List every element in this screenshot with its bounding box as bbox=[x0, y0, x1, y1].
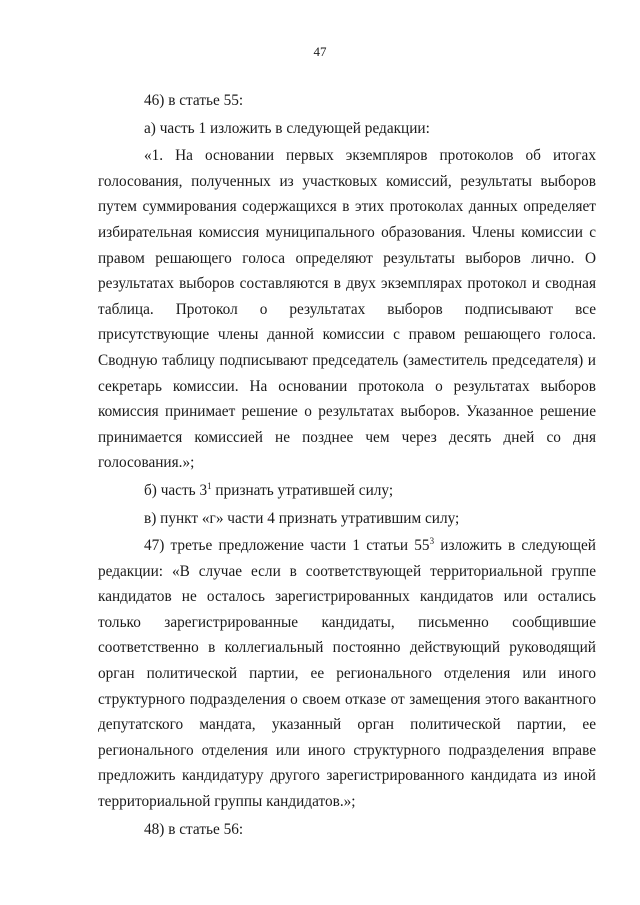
paragraph-item-47-text-end: изложить в следующей редакции: «В случае если в соответствующей территориальной группе кандидатов не осталось зарегистрированных кандидатов или остались только зарегистрированные кандидаты, письменно сообщившие соответственно в коллегиальный постоянно действующий руководящий орган политической партии, ее регионального отделения или иного структурного подразделения о своем отказе от замещения этого вакантного депутатского мандата, указанный орган политической партии, ее регионального отделения или иного структурного подразделения вправе предложить кандидатуру другого зарегистрированного кандидата из иной территориальной группы кандидатов.»; bbox=[98, 537, 596, 811]
paragraph-item-47 bbox=[98, 533, 596, 815]
document-body bbox=[98, 88, 596, 842]
superscript: 3 bbox=[429, 536, 435, 547]
page-number: 47 bbox=[313, 44, 327, 59]
paragraph-subitem-b-text: б) часть 3 bbox=[144, 481, 208, 499]
paragraph-subitem-a: а) часть 1 изложить в следующей редакции: bbox=[144, 119, 430, 137]
paragraph-subitem-b-text-end: признать утратившей силу; bbox=[211, 481, 394, 499]
paragraph-item-48: 48) в статье 56: bbox=[144, 820, 244, 838]
superscript: 1 bbox=[207, 480, 212, 491]
paragraph-item-47-text: 47) третье предложение части 1 статьи 55 bbox=[144, 537, 430, 555]
paragraph-subitem-b bbox=[98, 478, 596, 504]
paragraph-subitem-v: в) пункт «г» части 4 признать утратившим силу; bbox=[144, 509, 460, 527]
paragraph-quoted-part-1: «1. На основании первых экземпляров протоколов об итогах голосования, полученных из участковых комиссий, результаты выборов путем суммирования содержащихся в этих протоколах данных определяет избирательная комиссия муниципального образования. Члены комиссии с правом решающего голоса определяют результаты выборов лично. О результатах выборов составляются в двух экземплярах протокол и сводная таблица. Протокол о результатах выборов подписывают все присутствующие члены данной комиссии с правом решающего голоса. Сводную таблицу подписывают председатель (заместитель председателя) и секретарь комиссии. На основании протокола о результатах выборов комиссия принимает решение о результатах выборов. Указанное решение принимается комиссией не позднее чем через десять дней со дня голосования.»; bbox=[98, 147, 596, 472]
paragraph-item-46: 46) в статье 55: bbox=[144, 92, 244, 109]
